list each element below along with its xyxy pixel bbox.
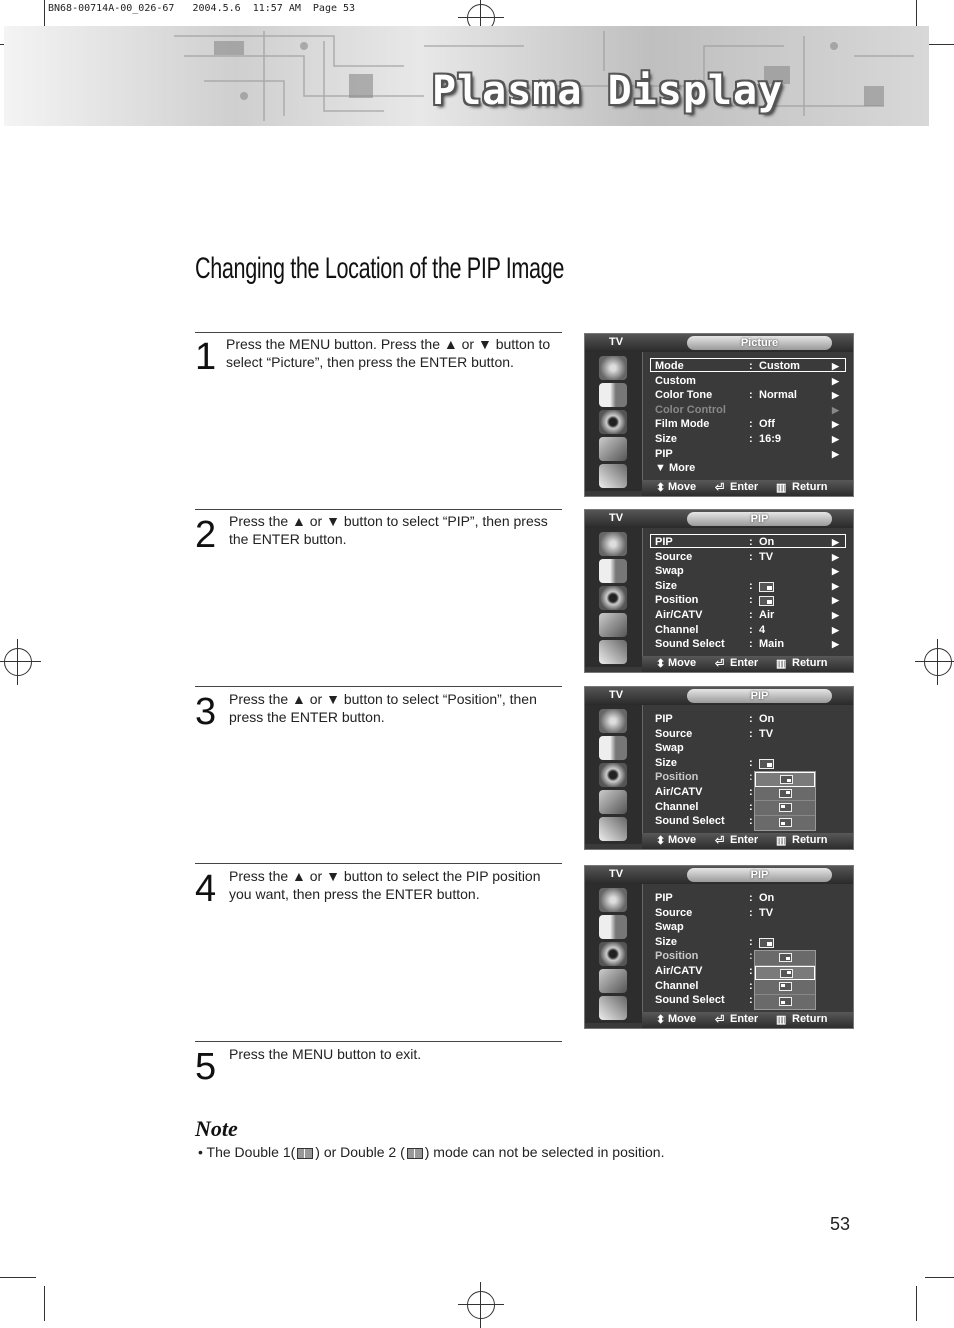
registration-mark <box>924 648 952 676</box>
sound-icon <box>599 763 627 787</box>
sound-icon <box>599 942 627 966</box>
registration-mark <box>4 648 32 676</box>
picture-icon <box>599 736 627 760</box>
osd-menu-title: PIP <box>687 868 832 882</box>
crop-mark <box>925 1277 954 1278</box>
pip-position-option-top-left[interactable] <box>755 980 815 995</box>
enter-icon: ⏎ <box>715 658 725 670</box>
channel-icon <box>599 790 627 814</box>
osd-row-channel[interactable]: Channel : 4 ▶ <box>655 623 839 636</box>
enter-icon: ⏎ <box>715 482 725 494</box>
osd-row-swap[interactable]: Swap <box>655 921 684 934</box>
osd-row-air-catv[interactable]: Air/CATV : <box>655 786 753 798</box>
osd-footer: ⬍ Move ⏎ Enter ▥ Return <box>642 480 854 497</box>
osd-row-size[interactable]: Size : <box>655 935 845 950</box>
registration-mark <box>467 1291 495 1319</box>
note-text: • The Double 1( ) or Double 2 ( ) mode can not be selected in position. <box>198 1144 665 1160</box>
osd-row-source[interactable]: Source : TV ▶ <box>655 550 839 563</box>
osd-row-position[interactable]: Position : <box>655 950 753 963</box>
osd-row-sound-select[interactable]: Sound Select : <box>655 815 753 828</box>
input-icon <box>599 532 627 556</box>
osd-screen-picture <box>584 333 854 497</box>
print-header: BN68-00714A-00_026-67 2004.5.6 11:57 AM Page 53 <box>48 3 356 14</box>
pip-size-icon <box>759 582 774 592</box>
osd-row-sound-select[interactable]: Sound Select : Main ▶ <box>655 638 839 651</box>
step-number: 4 <box>195 868 217 910</box>
osd-tv-label: TV <box>609 689 624 701</box>
input-icon <box>599 888 627 912</box>
osd-sidebar <box>585 352 643 491</box>
step-text: Press the ▲ or ▼ button to select the PIP position you want, then press the ENTER button. <box>229 868 541 902</box>
menu-icon: ▥ <box>776 658 787 670</box>
osd-menu-title: PIP <box>687 512 832 526</box>
picture-icon <box>599 559 627 583</box>
step-number: 2 <box>195 514 217 556</box>
pip-position-list <box>754 771 816 831</box>
osd-row-color-tone[interactable]: Color Tone : Normal ▶ <box>655 389 839 402</box>
osd-row-swap[interactable]: Swap <box>655 742 684 755</box>
input-icon <box>599 709 627 733</box>
step-number: 3 <box>195 691 217 733</box>
osd-row-pip[interactable]: PIP : On <box>655 892 775 904</box>
osd-row-pip[interactable]: PIP : On ▶ <box>655 536 839 548</box>
osd-sidebar <box>585 884 643 1023</box>
osd-row-channel[interactable]: Channel : <box>655 979 753 992</box>
osd-row-air-catv[interactable]: Air/CATV : <box>655 965 753 977</box>
move-icon: ⬍ <box>656 835 666 847</box>
osd-row-swap[interactable]: Swap ▶ <box>655 565 839 578</box>
osd-row-sound-select[interactable]: Sound Select : <box>655 994 753 1007</box>
osd-row-film-mode[interactable]: Film Mode : Off ▶ <box>655 418 839 431</box>
osd-row-more[interactable]: ▼ More <box>655 462 696 475</box>
pip-size-icon <box>759 759 774 769</box>
osd-row-position[interactable]: Position : <box>655 771 753 784</box>
step-divider <box>195 863 562 864</box>
enter-icon: ⏎ <box>715 835 725 847</box>
pip-size-icon <box>759 938 774 948</box>
move-icon: ⬍ <box>656 482 666 494</box>
crop-mark <box>44 1286 45 1321</box>
pip-position-option-top-right[interactable] <box>755 787 815 802</box>
menu-icon: ▥ <box>776 835 787 847</box>
setup-icon <box>599 817 627 841</box>
step-number: 1 <box>195 336 217 378</box>
move-icon: ⬍ <box>656 658 666 670</box>
osd-footer: ⬍ Move ⏎ Enter ▥ Return <box>642 656 854 673</box>
input-icon <box>599 356 627 380</box>
crop-mark <box>0 1277 36 1278</box>
crop-mark <box>925 44 954 45</box>
osd-row-source[interactable]: Source : TV <box>655 727 774 740</box>
setup-icon <box>599 996 627 1020</box>
crop-mark <box>916 1286 917 1321</box>
osd-screen-pip-position <box>584 686 854 850</box>
osd-tv-label: TV <box>609 336 624 348</box>
pip-position-option-bottom-right[interactable] <box>755 772 815 787</box>
osd-menu-title: Picture <box>687 336 832 350</box>
double2-icon <box>407 1148 423 1159</box>
osd-row-size[interactable]: Size : <box>655 756 845 771</box>
channel-icon <box>599 437 627 461</box>
osd-menu-title: PIP <box>687 689 832 703</box>
move-icon: ⬍ <box>656 1014 666 1026</box>
pip-position-list <box>754 950 816 1010</box>
step-text: Press the MENU button to exit. <box>229 1046 422 1062</box>
osd-screen-pip <box>584 509 854 673</box>
step-text: Press the MENU button. Press the ▲ or ▼ button to select “Picture”, then press the ENTER button. <box>226 336 551 370</box>
osd-row-channel[interactable]: Channel : <box>655 800 753 813</box>
osd-sidebar <box>585 528 643 667</box>
pip-position-option-bottom-left[interactable] <box>755 816 815 831</box>
osd-row-custom[interactable]: Custom ▶ <box>655 374 839 387</box>
enter-icon: ⏎ <box>715 1014 725 1026</box>
osd-row-size[interactable]: Size : 16:9 ▶ <box>655 433 839 445</box>
menu-icon: ▥ <box>776 1014 787 1026</box>
menu-icon: ▥ <box>776 482 787 494</box>
osd-row-size[interactable]: Size : ▶ <box>655 579 839 592</box>
osd-row-position[interactable]: Position : ▶ <box>655 594 839 607</box>
sound-icon <box>599 410 627 434</box>
osd-row-source[interactable]: Source : TV <box>655 906 774 919</box>
channel-icon <box>599 613 627 637</box>
picture-icon <box>599 915 627 939</box>
osd-sidebar <box>585 705 643 844</box>
pip-position-option-bottom-left[interactable] <box>755 995 815 1010</box>
osd-row-air-catv[interactable]: Air/CATV : Air ▶ <box>655 609 839 621</box>
pip-position-option-bottom-right[interactable] <box>755 951 815 966</box>
osd-row-mode[interactable]: Mode : Custom ▶ <box>655 360 839 372</box>
osd-row-pip[interactable]: PIP : On <box>655 713 775 725</box>
setup-icon <box>599 464 627 488</box>
osd-footer: ⬍ Move ⏎ Enter ▥ Return <box>642 833 854 850</box>
pip-position-option-top-right[interactable] <box>755 966 815 981</box>
osd-tv-label: TV <box>609 868 624 880</box>
setup-icon <box>599 640 627 664</box>
step-divider <box>195 686 562 687</box>
osd-row-pip[interactable]: PIP ▶ <box>655 447 839 460</box>
sound-icon <box>599 586 627 610</box>
osd-footer: ⬍ Move ⏎ Enter ▥ Return <box>642 1012 854 1029</box>
osd-row-color-control: Color Control ▶ <box>655 403 839 416</box>
step-text: Press the ▲ or ▼ button to select “Position”, then press the ENTER button. <box>229 691 537 725</box>
step-divider <box>195 509 562 510</box>
osd-tv-label: TV <box>609 512 624 524</box>
picture-icon <box>599 383 627 407</box>
page-title: Changing the Location of the PIP Image <box>195 252 564 285</box>
double1-icon <box>297 1148 313 1159</box>
step-number: 5 <box>195 1046 217 1088</box>
note-title: Note <box>195 1116 238 1141</box>
pip-position-option-top-left[interactable] <box>755 801 815 816</box>
osd-screen-pip-position-select <box>584 865 854 1029</box>
step-divider <box>195 332 562 333</box>
step-divider <box>195 1041 562 1042</box>
channel-icon <box>599 969 627 993</box>
step-text: Press the ▲ or ▼ button to select “PIP”, then press the ENTER button. <box>229 513 548 547</box>
banner-title: Plasma Display <box>432 68 784 114</box>
pip-position-icon <box>759 596 774 606</box>
page-number: 53 <box>830 1214 851 1234</box>
